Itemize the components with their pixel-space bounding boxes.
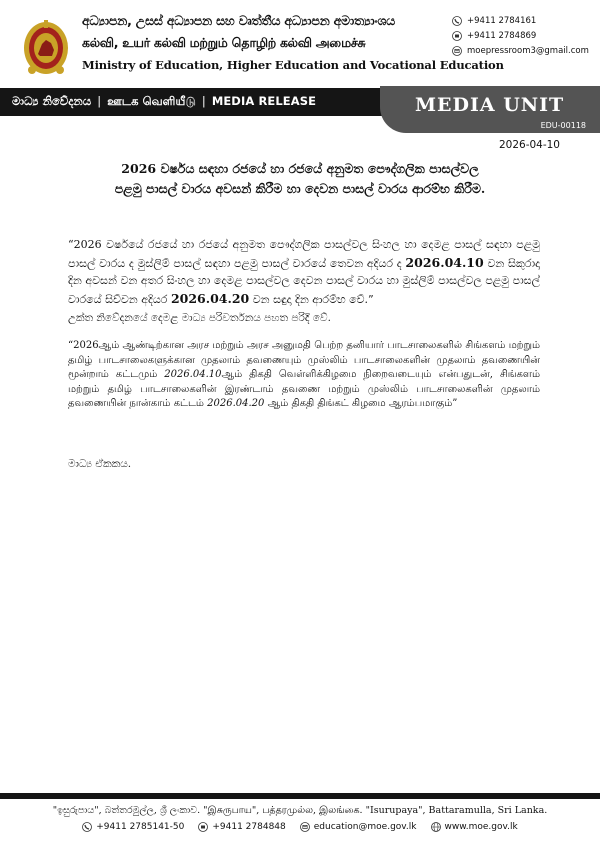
fax-icon — [198, 822, 208, 832]
tamil-text-3: ஆம் திகதி திங்கட் கிழமை ஆரம்பமாகும்” — [264, 398, 458, 409]
sinhala-text-2: වන සිකුරාදා දින අවසන් වන අතර සිංහල හා දෙමළ පාසල්වල දෙවන පාසල් වාරය හා මුස්ලිම් පාසල්වල පළමු පාසල් වාරයේ සිව්වන අදියර — [68, 256, 541, 306]
footer-address: "ඉසුරුපාය", බත්තරමුල්ල, ශ්‍රී ලංකාව. "இசுருபாய", பத்தரமுல்ல, இலங்கை. "Isurupaya", Battaramulla, Sri Lanka. — [52, 805, 548, 816]
sri-lanka-emblem-icon — [22, 18, 70, 76]
sinhala-text-1: “2026 වර්ෂයේ රජයේ හා රජයේ අනුමත පෞද්ගලික පාසල්වල සිංහල හා දෙමළ පාසල් සඳහා පළමු පාසල් වාරය ද මුස්ලිම් පාසල් සඳහා පළමු පාසල් වාරයේ තෙවන අදියර ද — [68, 238, 540, 270]
header-email-text: moepressroom3@gmail.com — [467, 46, 589, 56]
sinhala-text-3: වන සඳුදා දින ආරම්භ වේ.” — [249, 292, 374, 306]
tamil-text-2: ஆம் திகதி வெள்ளிக்கிழமை நிறைவடையும் என்பதுடன், சிங்களம் மற்றும் தமிழ் பாடசாலைகளின் இரண்டாம் தவணை மற்றும் முஸ்லிம் பாடசாலைகளின் முதலாம் தவணையின் நான்காம் கட்டம் — [68, 369, 541, 409]
media-release-label-sinhala: මාධ්‍ය නිවේදනය — [12, 94, 92, 108]
footer-email[interactable] — [300, 822, 417, 832]
letterhead — [0, 0, 600, 86]
tamil-text-1: “2026ஆம் ஆண்டிற்கான அரச மற்றும் அரச அனுமதி பெற்ற தனியார் பாடசாலைகளில் சிங்களம் மற்றும் தமிழ் பாடசாலைகளுக்கான முதலாம் தவணையும் முஸ்லிம் பாடசாலைகளின் முதலாம் தவணையின் மூன்றாம் கட்டமும் — [68, 340, 540, 380]
header-email[interactable] — [452, 46, 589, 56]
end-date: 2026.04.10 — [405, 254, 484, 270]
tamil-start-date: 2026.04.20 — [207, 398, 265, 409]
header-phone-2 — [452, 31, 536, 41]
signoff: මාධ්‍ය ඒකකය. — [68, 458, 132, 470]
release-date: 2026-04-10 — [498, 139, 560, 151]
translation-note: උක්ත නිවේදනයේ දෙමළ මාධ්‍ය පරිවර්තනය පහත පරිදි වේ. — [68, 312, 331, 324]
header-phone-2-text: +9411 2784869 — [467, 31, 537, 41]
footer-contacts — [0, 822, 600, 832]
email-icon — [300, 822, 310, 832]
media-release-label — [12, 94, 316, 110]
divider: | — [97, 94, 102, 108]
ministry-name-tamil: கல்வி, உயர் கல்வி மற்றும் தொழிற் கல்வி அமைச்சு — [82, 35, 366, 50]
ministry-name-english: Ministry of Education, Higher Education and Vocational Education — [82, 58, 504, 72]
media-release-label-english: MEDIA RELEASE — [211, 94, 317, 108]
release-title-line-1: 2026 වර්ෂය සඳහා රජයේ හා රජයේ අනුමත පෞද්ගලික පාසල්වල — [121, 161, 479, 176]
footer-phone-2-text: +9411 2784848 — [212, 822, 286, 832]
phone-icon — [82, 822, 92, 832]
footer-phone-1 — [82, 822, 184, 832]
header-phone-1-text: +9411 2784161 — [467, 16, 537, 26]
footer-phone-1-text: +9411 2785141-50 — [96, 822, 185, 832]
phone-icon — [452, 16, 462, 26]
divider: | — [201, 94, 206, 108]
tamil-end-date: 2026.04.10 — [164, 369, 222, 380]
start-date: 2026.04.20 — [170, 290, 250, 306]
release-title — [64, 159, 536, 199]
email-icon — [452, 46, 462, 56]
media-release-label-tamil: ஊடக வெளியீடு — [107, 94, 196, 108]
footer-website[interactable] — [431, 822, 518, 832]
reference-number: EDU-00118 — [540, 121, 586, 130]
footer-website-text: www.moe.gov.lk — [444, 822, 518, 832]
ministry-name-sinhala: අධ්‍යාපන, උසස් අධ්‍යාපන සහ වෘත්තීය අධ්‍යාපන අමාත්‍යාංශය — [82, 13, 396, 28]
footer-email-text: education@moe.gov.lk — [313, 822, 417, 832]
release-title-line-2: පළමු පාසල් වාරය අවසන් කිරීම හා දෙවන පාසල් වාරය ආරම්භ කිරීම. — [114, 181, 486, 196]
fax-icon — [452, 31, 462, 41]
media-unit-title: MEDIA UNIT — [415, 94, 565, 116]
footer-divider — [0, 793, 600, 799]
globe-icon — [431, 822, 441, 832]
footer-phone-2 — [198, 822, 285, 832]
sinhala-announcement — [68, 236, 540, 308]
header-phone-1 — [452, 16, 536, 26]
tamil-announcement — [68, 339, 540, 412]
